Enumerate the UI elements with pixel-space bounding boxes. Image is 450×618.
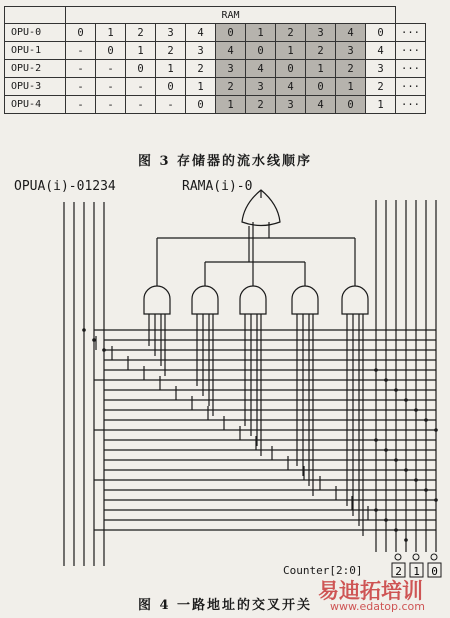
- table-cell: -: [66, 42, 96, 60]
- table-cell: 2: [156, 42, 186, 60]
- junction-dot: [414, 408, 418, 412]
- junction-dot: [384, 378, 388, 382]
- counter-bit-label: 1: [413, 565, 420, 578]
- table-cell: 4: [336, 24, 366, 42]
- junction-dot: [434, 428, 438, 432]
- and-gate: [292, 286, 318, 314]
- and-gate: [144, 286, 170, 314]
- table-cell: 2: [186, 60, 216, 78]
- table-cell: ···: [396, 96, 426, 114]
- table-cell: 0: [96, 42, 126, 60]
- table-cell: 4: [276, 78, 306, 96]
- table-cell: 3: [366, 60, 396, 78]
- table-cell: -: [66, 60, 96, 78]
- and-gate: [342, 286, 368, 314]
- junction-dot: [394, 388, 398, 392]
- table-cell: 4: [186, 24, 216, 42]
- table-cell: 1: [246, 24, 276, 42]
- junction-dot: [414, 478, 418, 482]
- table-cell: 4: [366, 42, 396, 60]
- junction-dot: [434, 498, 438, 502]
- and-gate: [240, 286, 266, 314]
- junction-dot: [82, 328, 86, 332]
- table-cell: 2: [336, 60, 366, 78]
- junction-dot: [102, 348, 106, 352]
- ram-header: RAM: [66, 7, 396, 24]
- table-cell: -: [126, 96, 156, 114]
- table-cell: 3: [276, 96, 306, 114]
- table-cell: 1: [156, 60, 186, 78]
- table-cell: 0: [336, 96, 366, 114]
- junction-dot: [394, 458, 398, 462]
- table-cell: 2: [366, 78, 396, 96]
- rama-label: RAMA(i)-0: [182, 179, 253, 194]
- junction-dot: [92, 338, 96, 342]
- table-cell: 0: [216, 24, 246, 42]
- table-cell: 0: [276, 60, 306, 78]
- table-cell: 3: [216, 60, 246, 78]
- table-cell: 0: [126, 60, 156, 78]
- table-cell: 3: [246, 78, 276, 96]
- table-cell: -: [156, 96, 186, 114]
- table-cell: ···: [396, 42, 426, 60]
- table-cell: 1: [216, 96, 246, 114]
- junction-dot: [374, 438, 378, 442]
- table-cell: -: [96, 60, 126, 78]
- watermark-url: www.edatop.com: [330, 600, 425, 613]
- watermark-logo-text: 易迪拓培训: [318, 579, 423, 603]
- table-cell: 0: [156, 78, 186, 96]
- table-cell: -: [126, 78, 156, 96]
- junction-dot: [424, 488, 428, 492]
- table-cell: 4: [306, 96, 336, 114]
- junction-dot: [424, 418, 428, 422]
- table-cell: -: [66, 78, 96, 96]
- junction-dot: [384, 518, 388, 522]
- junction-dot: [374, 368, 378, 372]
- row-label: OPU-1: [5, 42, 66, 60]
- table-cell: 1: [186, 78, 216, 96]
- junction-dot: [404, 468, 408, 472]
- table-cell: 0: [306, 78, 336, 96]
- table-cell: 3: [156, 24, 186, 42]
- table-cell: ···: [396, 78, 426, 96]
- junction-dot: [404, 538, 408, 542]
- row-label: OPU-4: [5, 96, 66, 114]
- table-cell: 2: [246, 96, 276, 114]
- table-cell: ···: [396, 60, 426, 78]
- junction-dot: [404, 398, 408, 402]
- junction-dot: [394, 528, 398, 532]
- table-cell: 4: [216, 42, 246, 60]
- table-cell: 1: [96, 24, 126, 42]
- row-label: OPU-2: [5, 60, 66, 78]
- table-cell: -: [66, 96, 96, 114]
- table-cell: 3: [306, 24, 336, 42]
- table-cell: 1: [336, 78, 366, 96]
- counter-bit-label: 0: [431, 565, 438, 578]
- and-gate: [192, 286, 218, 314]
- table-cell: 3: [186, 42, 216, 60]
- table-cell: 4: [246, 60, 276, 78]
- inverter-bubble: [395, 554, 401, 560]
- table-cell: 0: [66, 24, 96, 42]
- table-cell: ···: [396, 24, 426, 42]
- table-cell: 2: [216, 78, 246, 96]
- counter-label: Counter[2:0]: [283, 564, 363, 577]
- table-cell: 0: [186, 96, 216, 114]
- row-label: OPU-3: [5, 78, 66, 96]
- table-cell: -: [96, 96, 126, 114]
- row-label: OPU-0: [5, 24, 66, 42]
- table-cell: 3: [336, 42, 366, 60]
- counter-bit-label: 2: [395, 565, 402, 578]
- table-cell: 2: [276, 24, 306, 42]
- table-cell: 1: [366, 96, 396, 114]
- junction-dot: [374, 508, 378, 512]
- table-cell: 2: [126, 24, 156, 42]
- table-cell: 2: [306, 42, 336, 60]
- table-cell: 0: [366, 24, 396, 42]
- figure-4-caption: 图 4 一路地址的交叉开关: [137, 598, 313, 613]
- table-cell: 0: [246, 42, 276, 60]
- inverter-bubble: [413, 554, 419, 560]
- table-cell: 1: [306, 60, 336, 78]
- opua-label: OPUA(i)-01234: [14, 179, 116, 194]
- table-cell: 1: [126, 42, 156, 60]
- table-cell: -: [96, 78, 126, 96]
- junction-dot: [384, 448, 388, 452]
- figure-3-caption: 图 3 存储器的流水线顺序: [137, 154, 313, 169]
- table-cell: 1: [276, 42, 306, 60]
- inverter-bubble: [431, 554, 437, 560]
